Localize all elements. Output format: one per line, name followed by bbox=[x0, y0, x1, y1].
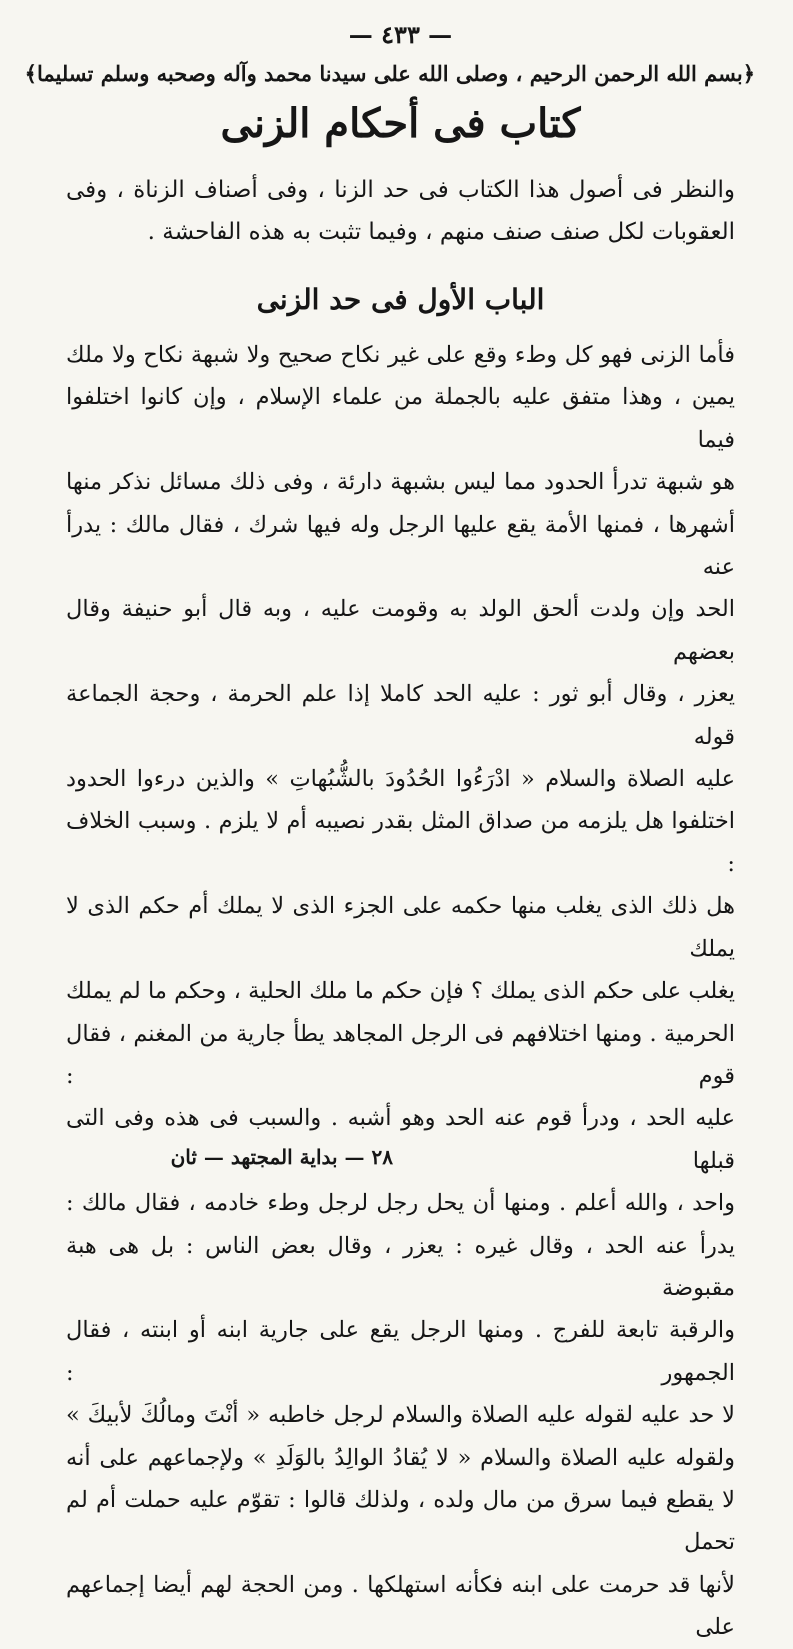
body-line: فأما الزنى فهو كل وطء وقع على غير نكاح صحيح ولا شبهة نكاح ولا ملك bbox=[66, 342, 735, 368]
body-line: لا يقطع فيما سرق من مال ولده ، ولذلك قالوا : تقوّم عليه حملت أم لم تحمل bbox=[66, 1486, 735, 1556]
body-line: لا حد عليه لقوله عليه الصلاة والسلام لرجل خاطبه « أنْتَ ومالُكَ لأبيكَ » bbox=[66, 1402, 735, 1429]
intro-paragraph: والنظر فى أصول هذا الكتاب فى حد الزنا ، وفى أصناف الزناة ، وفى العقوبات لكل صنف صنف منهم ، وفيما تثبت به هذه الفاحشة . bbox=[66, 177, 735, 245]
body-line: يدرأ عنه الحد ، وقال غيره : يعزر ، وقال بعض الناس : بل هى هبة مقبوضة bbox=[66, 1232, 735, 1301]
body-line: أشهرها ، فمنها الأمة يقع عليها الرجل وله فيها شرك ، فقال مالك : يدرأ عنه bbox=[66, 511, 735, 581]
body-line: يعزر ، وقال أبو ثور : عليه الحد كاملا إذا علم الحرمة ، وحجة الجماعة قوله bbox=[66, 681, 735, 750]
body-line: الحرمية . ومنها اختلافهم فى الرجل المجاهد يطأ جارية من المغنم ، فقال قوم : bbox=[66, 1020, 735, 1089]
footer-signature: ٢٨ — بداية المجتهد — ثان bbox=[170, 1145, 393, 1169]
body-paragraph bbox=[66, 334, 735, 1649]
body-line: اختلفوا هل يلزمه من صداق المثل بقدر نصيبه أم لا يلزم . وسبب الخلاف : bbox=[66, 808, 735, 877]
body-line: عليه الصلاة والسلام « ادْرَءُوا الحُدُودَ بالشُّبُهاتِ » والذين درءوا الحدود bbox=[66, 766, 735, 793]
body-line: يغلب على حكم الذى يملك ؟ فإن حكم ما ملك الحلية ، وحكم ما لم يملك bbox=[66, 978, 735, 1005]
body-line: لأنها قد حرمت على ابنه فكأنه استهلكها . ومن الحجة لهم أيضا إجماعهم على bbox=[66, 1571, 735, 1641]
body-line: هل ذلك الذى يغلب منها حكمه على الجزء الذى لا يملك أم حكم الذى لا يملك bbox=[66, 893, 735, 962]
body-line: يمين ، وهذا متفق عليه بالجملة من علماء الإسلام ، وإن كانوا اختلفوا فيما bbox=[66, 384, 735, 453]
body-line: واحد ، والله أعلم . ومنها أن يحل رجل لرجل وطء خادمه ، فقال مالك : bbox=[66, 1190, 735, 1217]
body-line: والرقبة تابعة للفرج . ومنها الرجل يقع على جارية ابنه أو ابنته ، فقال الجمهور : bbox=[66, 1317, 735, 1386]
body-line: الحد وإن ولدت ألحق الولد به وقومت عليه ، وبه قال أبو حنيفة وقال بعضهم bbox=[66, 596, 735, 665]
chapter-title: الباب الأول فى حد الزنى bbox=[256, 283, 545, 316]
basmala-line: ﴿بسم الله الرحمن الرحيم ، وصلى الله على سيدنا محمد وآله وصحبه وسلم تسليما﴾ bbox=[24, 61, 755, 86]
body-line: ولقوله عليه الصلاة والسلام « لا يُقادُ الوالِدُ بالوَلَدِ » ولإجماعهم على أنه bbox=[66, 1444, 735, 1471]
body-line: هو شبهة تدرأ الحدود مما ليس بشبهة دارئة ، وفى ذلك مسائل نذكر منها bbox=[66, 469, 735, 496]
book-title: كتاب فى أحكام الزنى bbox=[220, 100, 581, 147]
body-line: عليه الحد ، ودرأ قوم عنه الحد وهو أشبه . والسبب فى هذه وفى التى قبلها bbox=[66, 1105, 735, 1174]
page-number: — ٤٣٣ — bbox=[348, 20, 453, 49]
